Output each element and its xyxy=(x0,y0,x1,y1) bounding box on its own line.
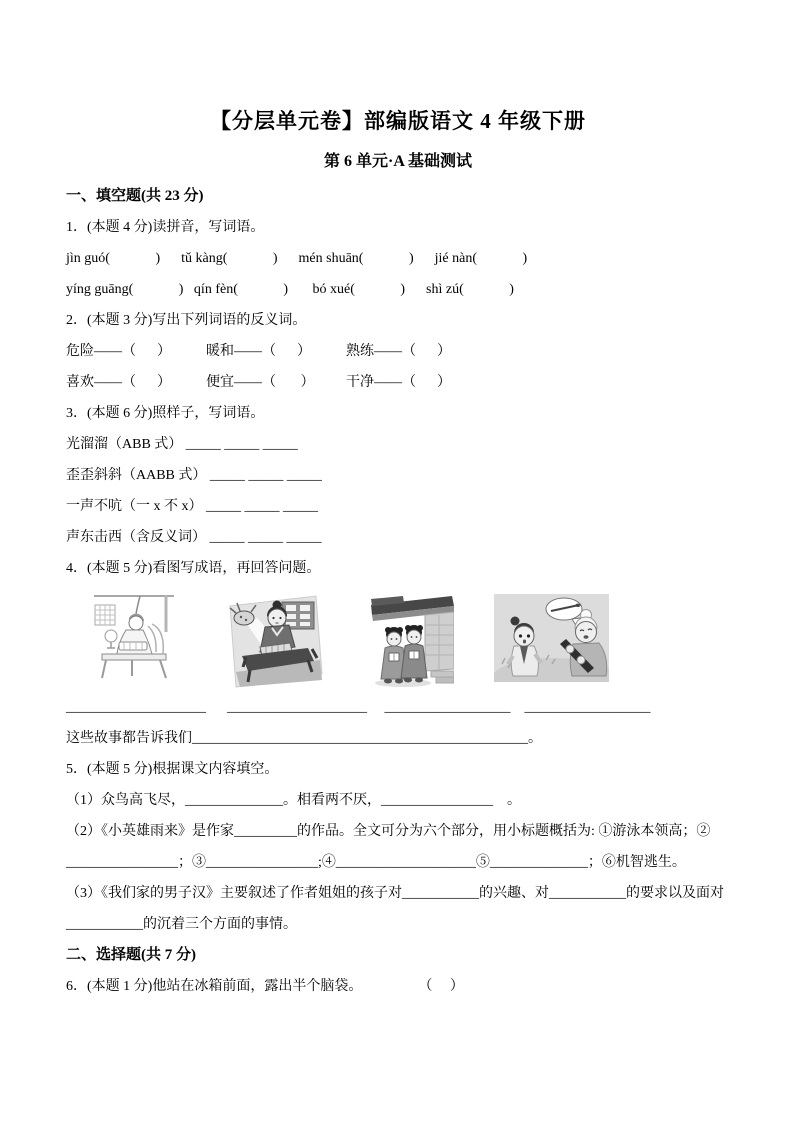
q5-part2-line1: （2）《小英雄雨来》是作家_________的作品。全文可分为六个部分，用小标题概括为: ①游泳本领高；② xyxy=(66,824,711,839)
q5-part3-line2: ___________的沉着三个方面的事情。 xyxy=(66,917,297,932)
page-title: 【分层单元卷】部编版语文 4 年级下册 xyxy=(210,109,586,133)
section-choice-heading: 二、选择题(共 7 分) xyxy=(66,947,196,963)
q6-stem: 6．(本题 1 分)他站在冰箱前面，露出半个脑袋。 （ ） xyxy=(66,979,464,994)
idiom-illustration-hair-tied-study xyxy=(88,590,180,686)
q1-pinyin-row-2: yíng guāng( ) qín fèn( ) bó xué( ) shì zú( ) xyxy=(66,282,514,297)
q3-line-antonym-idiom: 声东击西（含反义词） _____ _____ _____ xyxy=(66,530,322,545)
q4-conclusion-line: 这些故事都告诉我们________________________________________________。 xyxy=(66,731,542,746)
q3-line-yi-x-bu-x: 一声不吭（一 x 不 x） _____ _____ _____ xyxy=(66,499,318,514)
q4-answer-blanks: ____________________ ____________________ __________________ __________________ xyxy=(66,700,651,715)
q3-line-aabb: 歪歪斜斜（AABB 式） _____ _____ _____ xyxy=(66,468,322,483)
q2-antonym-row-2: 喜欢——（ ） 便宜——（ ） 干净——（ ） xyxy=(66,375,451,390)
idiom-illustration-students-waiting-at-door xyxy=(369,591,454,688)
q5-stem: 5．(本题 5 分)根据课文内容填空。 xyxy=(66,762,279,777)
q2-stem: 2．(本题 3 分)写出下列词语的反义词。 xyxy=(66,313,307,328)
q5-part2-line2: ________________；③________________;④____________________⑤______________；⑥机智逃生。 xyxy=(66,855,686,870)
section-fill-in-heading: 一、填空题(共 23 分) xyxy=(66,188,204,204)
idiom-illustration-firefly-bag-reading xyxy=(220,590,325,690)
q5-part1: （1）众鸟高飞尽，______________。相看两不厌，________________ 。 xyxy=(66,793,521,808)
q5-part3-line1: （3）《我们家的男子汉》主要叙述了作者姐姐的孩子对___________的兴趣、对___________的要求以及面对 xyxy=(66,886,724,901)
q2-antonym-row-1: 危险——（ ） 暖和——（ ） 熟练——（ ） xyxy=(66,344,451,359)
q1-pinyin-row-1: jìn guó( ) tǔ kàng( ) mén shuān( ) jié nàn( ) xyxy=(66,251,528,266)
idiom-pictures-row xyxy=(66,590,730,690)
idiom-illustration-grinding-iron-pestle xyxy=(494,594,609,682)
page-subtitle: 第 6 单元·A 基础测试 xyxy=(323,153,472,170)
q1-stem: 1．(本题 4 分)读拼音，写词语。 xyxy=(66,220,265,235)
q4-stem: 4．(本题 5 分)看图写成语，再回答问题。 xyxy=(66,561,321,576)
q3-line-abb: 光溜溜（ABB 式） _____ _____ _____ xyxy=(66,437,298,452)
q3-stem: 3．(本题 6 分)照样子，写词语。 xyxy=(66,406,265,421)
